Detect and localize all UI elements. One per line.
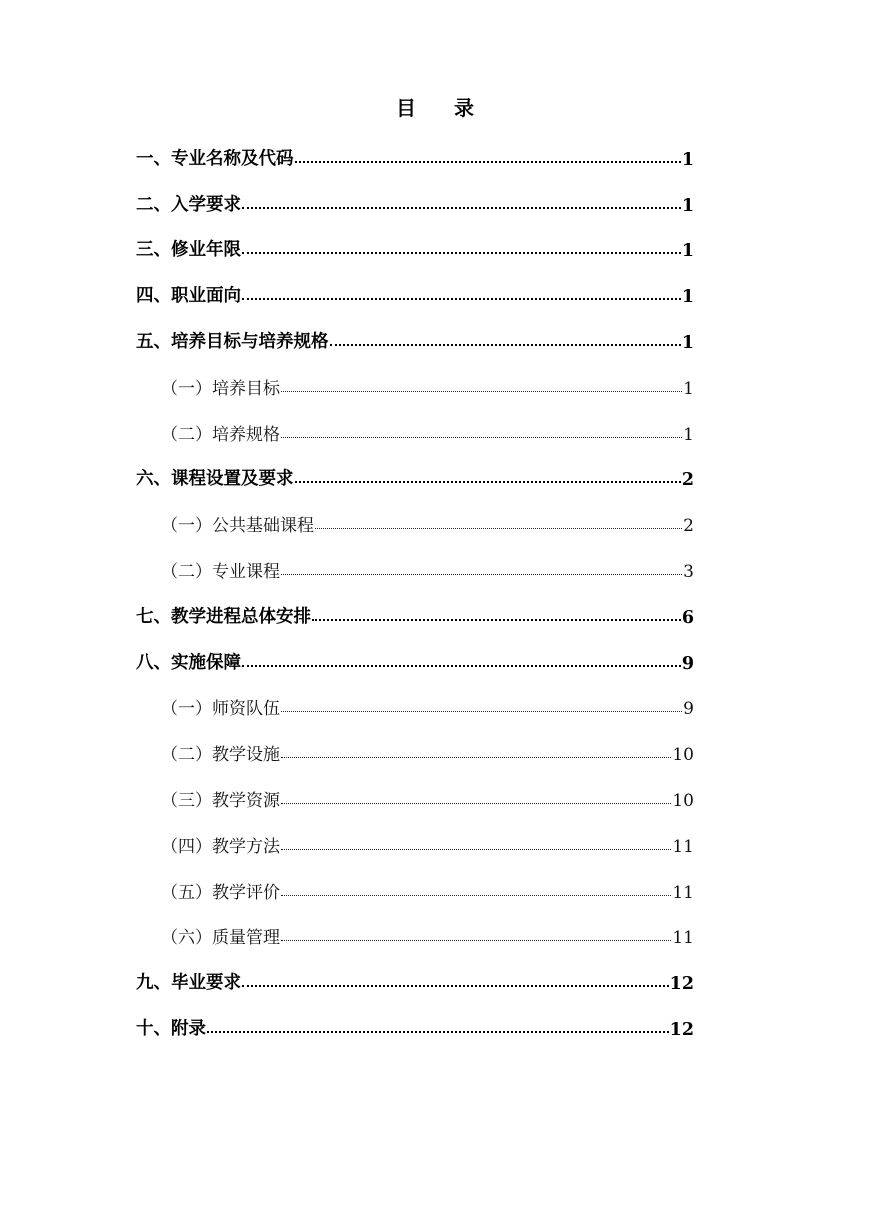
toc-subentry[interactable] (136, 817, 694, 863)
toc-dot-leader (281, 711, 682, 712)
toc-entry[interactable] (136, 176, 694, 222)
toc-subentry[interactable] (136, 771, 694, 817)
toc-entry-label: 六、课程设置及要求 (136, 469, 294, 490)
toc-dot-leader (242, 252, 681, 254)
page-title (0, 92, 870, 121)
page-title-part-1: 目 (396, 96, 416, 120)
toc-dot-leader (281, 757, 671, 758)
toc-entry-label: （四）教学方法 (161, 836, 280, 857)
toc-page-number: 11 (672, 836, 694, 857)
toc-dot-leader (281, 895, 671, 896)
toc-dot-leader (281, 849, 671, 850)
toc-page-number: 11 (672, 882, 694, 903)
toc-page-number: 12 (669, 1019, 694, 1040)
toc-entry-label: （二）培养规格 (161, 424, 280, 445)
toc-dot-leader (207, 1031, 669, 1033)
toc-entry[interactable] (136, 634, 694, 680)
toc-page-number: 2 (683, 516, 694, 537)
toc-dot-leader (242, 665, 681, 667)
toc-entry-label: （五）教学评价 (161, 882, 280, 903)
toc-page-number: 10 (672, 745, 694, 766)
toc-entry-label: 十、附录 (136, 1018, 206, 1039)
toc-page-number: 6 (681, 607, 694, 628)
toc-entry-label: 一、专业名称及代码 (136, 148, 294, 169)
toc-page-number: 9 (683, 699, 694, 720)
toc-page-number: 1 (683, 378, 694, 399)
table-of-contents (136, 130, 694, 1046)
toc-dot-leader (242, 207, 681, 209)
toc-entry[interactable] (136, 267, 694, 313)
toc-entry-label: （一）培养目标 (161, 378, 280, 399)
toc-dot-leader (281, 391, 682, 392)
toc-dot-leader (281, 437, 682, 438)
toc-entry[interactable] (136, 1000, 694, 1046)
toc-dot-leader (312, 619, 681, 621)
toc-entry[interactable] (136, 451, 694, 497)
toc-entry-label: （三）教学资源 (161, 790, 280, 811)
toc-entry[interactable] (136, 222, 694, 268)
toc-page-number: 10 (672, 790, 694, 811)
toc-entry-label: 八、实施保障 (136, 652, 241, 673)
toc-dot-leader (315, 528, 682, 529)
toc-subentry[interactable] (136, 496, 694, 542)
toc-page-number: 9 (681, 653, 694, 674)
toc-subentry[interactable] (136, 542, 694, 588)
toc-page-number: 1 (683, 424, 694, 445)
toc-entry[interactable] (136, 954, 694, 1000)
toc-entry-label: 四、职业面向 (136, 286, 241, 307)
toc-subentry[interactable] (136, 680, 694, 726)
toc-page-number: 1 (681, 287, 694, 308)
toc-entry-label: 七、教学进程总体安排 (136, 606, 311, 627)
toc-entry[interactable] (136, 588, 694, 634)
toc-subentry[interactable] (136, 725, 694, 771)
toc-dot-leader (281, 803, 671, 804)
toc-page-number: 1 (681, 149, 694, 170)
toc-entry-label: 三、修业年限 (136, 240, 241, 261)
toc-subentry[interactable] (136, 359, 694, 405)
toc-page-number: 1 (681, 241, 694, 262)
toc-page-number: 2 (681, 470, 694, 491)
toc-entry-label: （一）师资队伍 (161, 699, 280, 720)
toc-dot-leader (242, 985, 669, 987)
toc-dot-leader (295, 161, 681, 163)
toc-entry-label: （二）专业课程 (161, 561, 280, 582)
toc-dot-leader (295, 481, 681, 483)
toc-entry[interactable] (136, 130, 694, 176)
toc-entry-label: 九、毕业要求 (136, 973, 241, 994)
toc-page-number: 12 (669, 974, 694, 995)
toc-entry-label: （六）质量管理 (161, 928, 280, 949)
toc-entry[interactable] (136, 313, 694, 359)
toc-subentry[interactable] (136, 909, 694, 955)
toc-dot-leader (281, 574, 682, 575)
toc-entry-label: （二）教学设施 (161, 745, 280, 766)
toc-subentry[interactable] (136, 863, 694, 909)
toc-entry-label: 五、培养目标与培养规格 (136, 331, 329, 352)
page-title-part-2: 录 (454, 96, 474, 120)
toc-entry-label: 二、入学要求 (136, 194, 241, 215)
toc-dot-leader (242, 298, 681, 300)
toc-dot-leader (330, 344, 681, 346)
toc-subentry[interactable] (136, 405, 694, 451)
toc-dot-leader (281, 940, 671, 941)
toc-page-number: 1 (681, 332, 694, 353)
toc-page-number: 3 (683, 561, 694, 582)
toc-page-number: 11 (672, 928, 694, 949)
toc-entry-label: （一）公共基础课程 (161, 516, 314, 537)
toc-page-number: 1 (681, 195, 694, 216)
